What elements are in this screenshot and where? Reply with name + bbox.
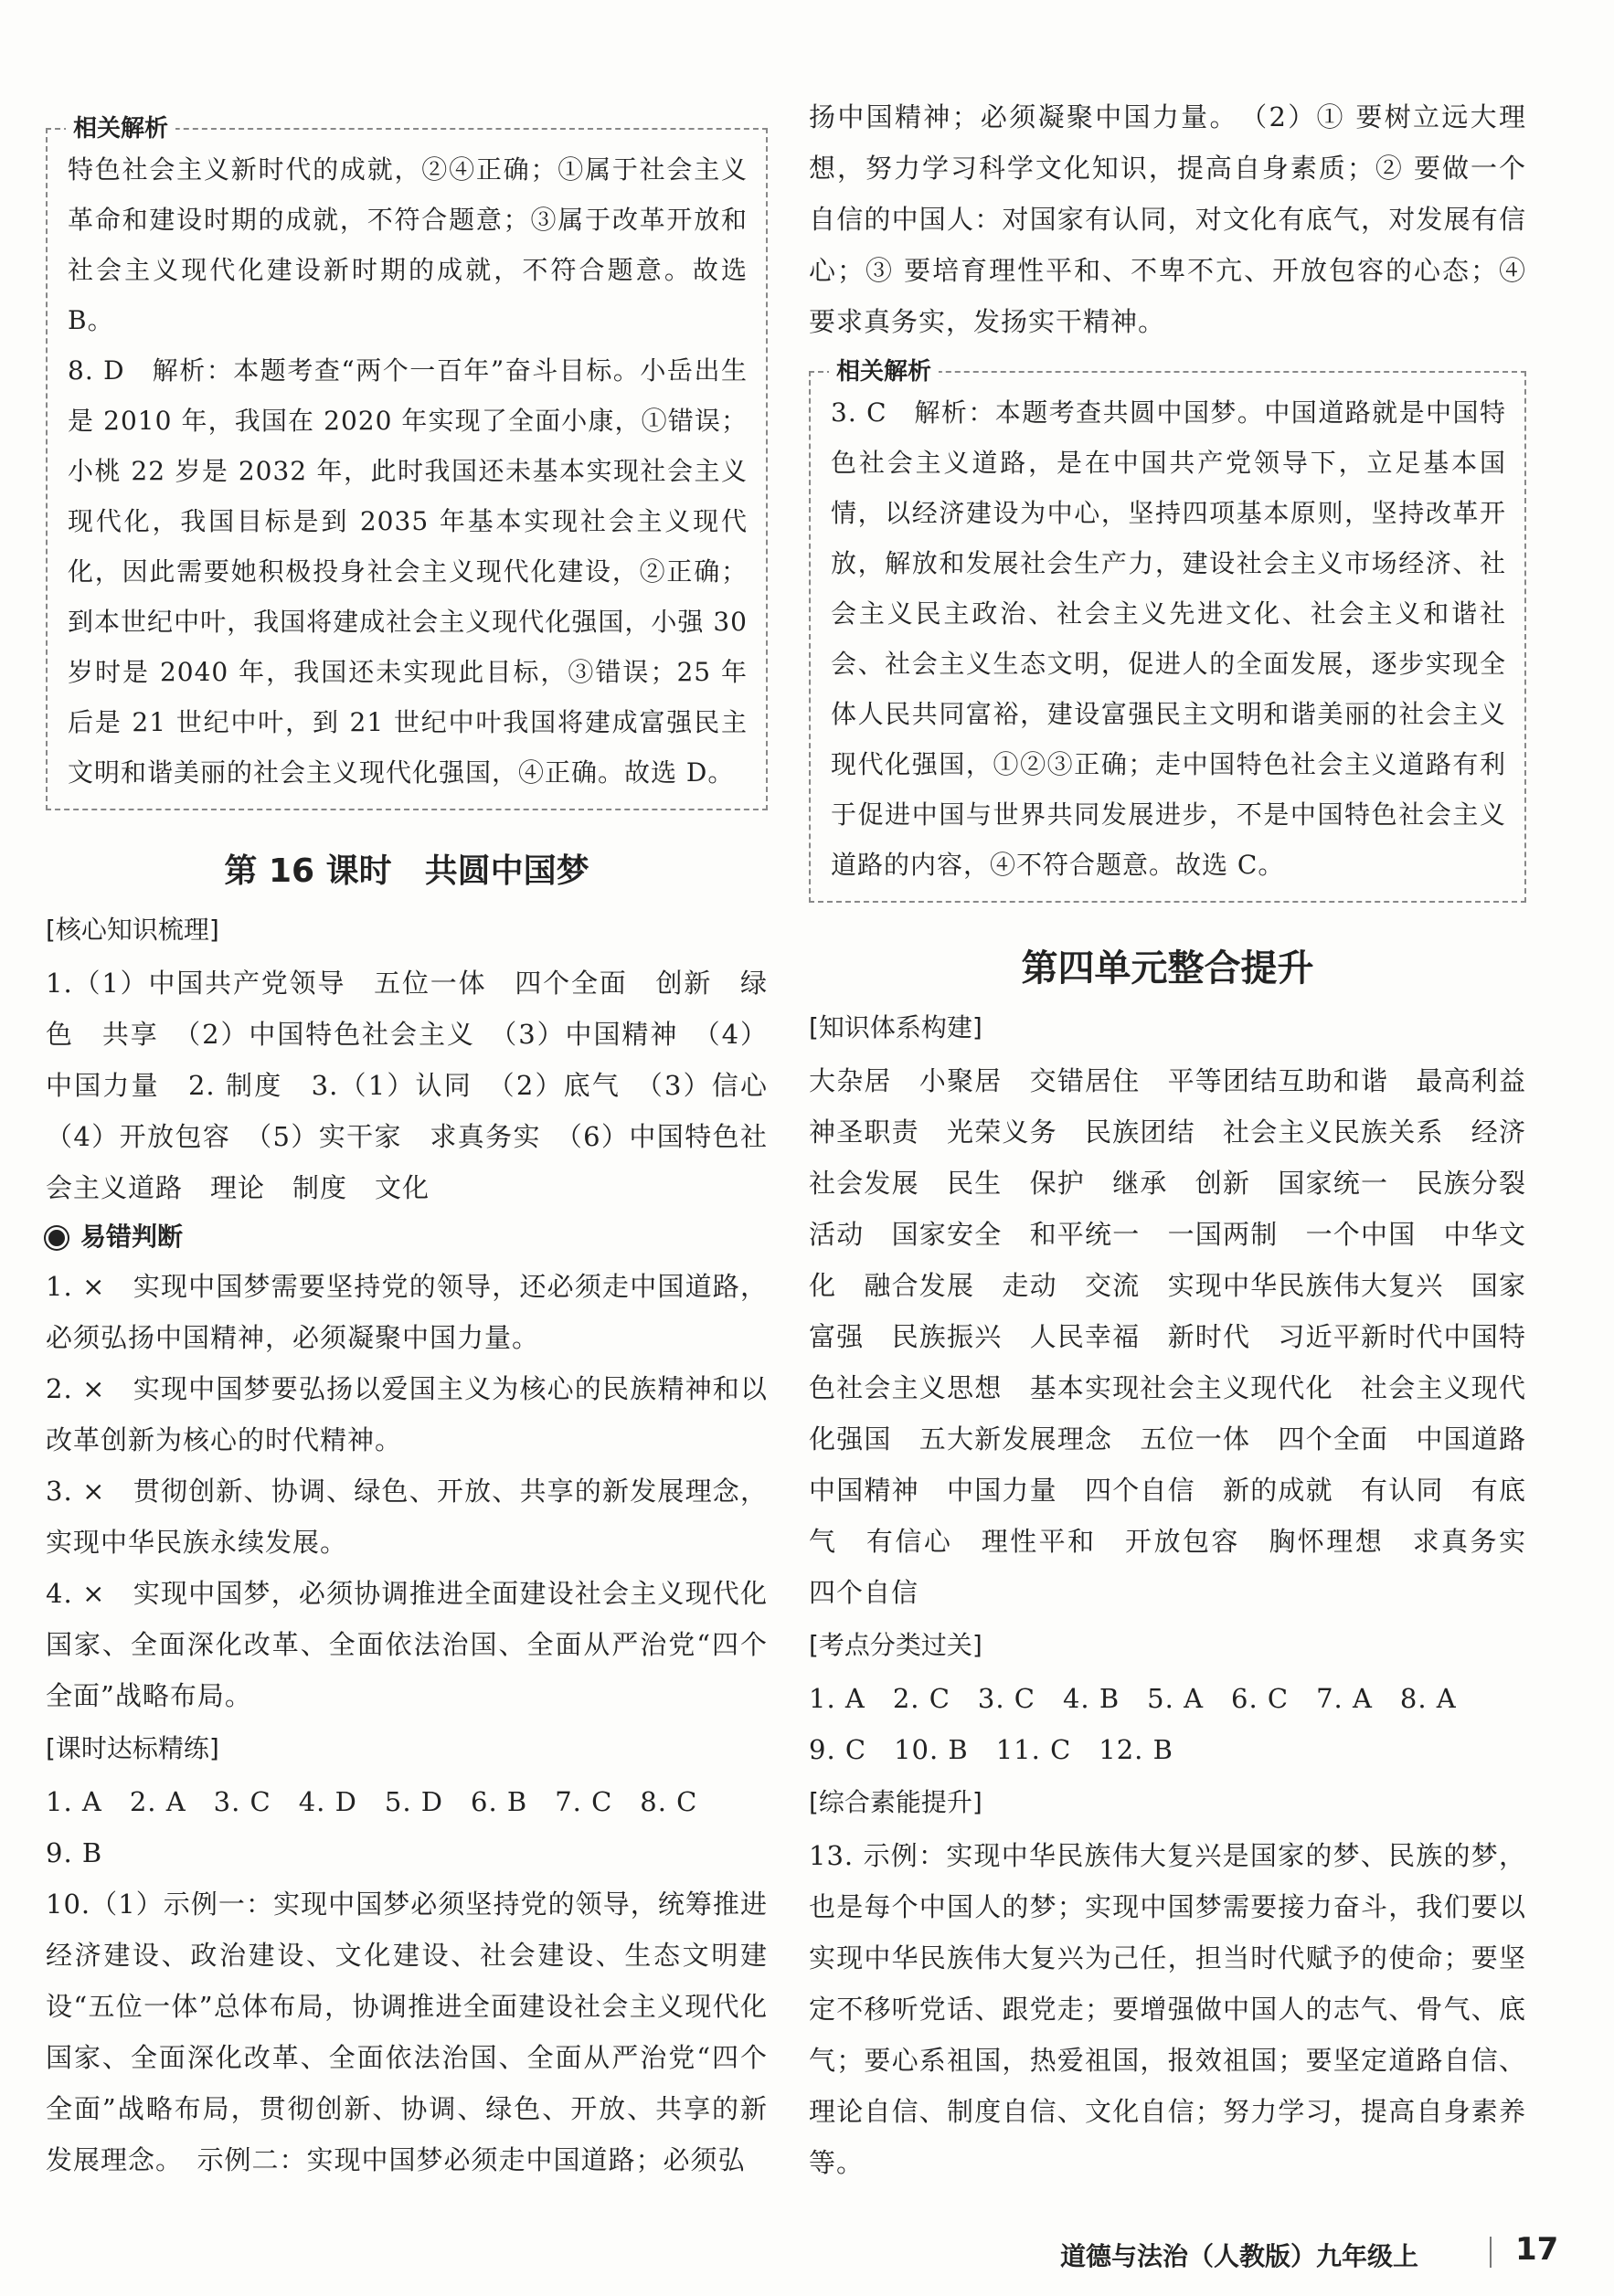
- mistake-item: 3. × 贯彻创新、协调、绿色、开放、共享的新发展理念，实现中华民族永续发展。: [46, 1476, 768, 1558]
- answers-line: 1. A 2. C 3. C 4. B 5. A 6. C 7. A 8. A: [809, 1683, 1457, 1714]
- analysis-paragraph: 8. D 解析：本题考查“两个一百年”奋斗目标。小岳出生是 2010 年，我国在 2020 年实现了全面小康，①错误；小桃 22 岁是 2032 年，此时我国还未基本实现社会主义现代化，我国目标是到 2035 年基本实现社会主义现代化，因此需要她积极投身社会主义现代化建设，②正确；到本世纪中叶，我国将建成社会主义现代化强国，小强 30 岁时是 2040 年，我国还未实现此目标，③错误；25 年后是 21 世纪中叶，到 21 世纪中叶我国将建成富强民主文明和谐美丽的社会主义现代化强国，④正确。故选 D。: [68, 355, 748, 788]
- section-heading-comprehensive: [综合素能提升]: [809, 1787, 982, 1817]
- section-heading-knowledge: [知识体系构建]: [809, 1012, 982, 1042]
- section-heading-practice: [课时达标精练]: [46, 1733, 219, 1763]
- bullet-icon: [46, 1227, 68, 1249]
- lesson-title: 第 16 课时 共圆中国梦: [224, 852, 589, 890]
- question-13-answer: 13. 示例：实现中华民族伟大复兴是国家的梦、民族的梦，也是每个中国人的梦；实现中国梦需要接力奋斗，我们要以实现中华民族伟大复兴为己任，担当时代赋予的使命；要坚定不移听党话、跟党走；要增强做中国人的志气、骨气、底气；要心系祖国，热爱祖国，报效祖国；要坚定道路自信、理论自信、制度自信、文化自信；努力学习，提高自身素养等。: [809, 1840, 1526, 2178]
- unit-title: 第四单元整合提升: [1021, 947, 1314, 989]
- footer-subject: 道德与法治（人教版）九年级上: [1060, 2241, 1419, 2271]
- core-knowledge-text: 1.（1）中国共产党领导 五位一体 四个全面 创新 绿色 共享 （2）中国特色社会主义 （3）中国精神 （4）中国力量 2. 制度 3.（1）认同 （2）底气 （3）信心 （4）开放包容 （5）实干家 求真务实 （6）中国特色社会主义道路 理论 制度 文化: [46, 968, 796, 1203]
- page-footer: [1060, 2229, 1572, 2275]
- analysis-paragraph: 3. C 解析：本题考查共圆中国梦。中国道路就是中国特色社会主义道路，是在中国共产党领导下，立足基本国情，以经济建设为中心，坚持四项基本原则，坚持改革开放，解放和发展社会生产力，建设社会主义市场经济、社会主义民主政治、社会主义先进文化、社会主义和谐社会、社会主义生态文明，促进人的全面发展，逐步实现全体人民共同富裕，建设富强民主文明和谐美丽的社会主义现代化强国，①②③正确；走中国特色社会主义道路有利于促进中国与世界共同发展进步，不是中国特色社会主义道路的内容，④不符合题意。故选 C。: [831, 397, 1506, 880]
- analysis-box-left: [46, 115, 768, 810]
- mistake-item: 4. × 实现中国梦，必须协调推进全面建设社会主义现代化国家、全面深化改革、全面依法治国、全面从严治党“四个全面”战略布局。: [46, 1578, 768, 1711]
- continued-answer: 扬中国精神；必须凝聚中国力量。 （2）① 要树立远大理想，努力学习科学文化知识，提高自身素质；② 要做一个自信的中国人：对国家有认同，对文化有底气，对发展有信心；③ 要培育理性平和、不卑不亢、开放包容的心态；④ 要求真务实，发扬实干精神。: [809, 101, 1526, 337]
- section-heading-test: [考点分类过关]: [809, 1630, 982, 1660]
- mistake-item: 1. × 实现中国梦需要坚持党的领导，还必须走中国道路，必须弘扬中国精神，必须凝聚中国力量。: [46, 1271, 768, 1353]
- answers-line: 9. B: [46, 1837, 103, 1868]
- question-10-answer: 10.（1）示例一：实现中国梦必须坚持党的领导，统筹推进经济建设、政治建设、文化建设、社会建设、生态文明建设“五位一体”总体布局，协调推进全面建设社会主义现代化国家、全面深化改革、全面依法治国、全面从严治党“四个全面”战略布局，贯彻创新、协调、绿色、开放、共享的新发展理念。 示例二：实现中国梦必须走中国道路；必须弘: [46, 1889, 768, 2175]
- mistake-item: 2. × 实现中国梦要弘扬以爱国主义为核心的民族精神和以改革创新为核心的时代精神。: [46, 1373, 768, 1455]
- analysis-label: 相关解析: [829, 353, 939, 386]
- mistake-heading: 易错判断: [46, 1213, 768, 1261]
- analysis-paragraph: 特色社会主义新时代的成就，②④正确；①属于社会主义革命和建设时期的成就，不符合题意；③属于改革开放和社会主义现代化建设新时期的成就，不符合题意。故选 B。: [68, 154, 748, 335]
- left-column: [46, 102, 796, 2185]
- section-heading-core: [核心知识梳理]: [46, 915, 219, 945]
- answers-line: 1. A 2. A 3. C 4. D 5. D 6. B 7. C 8. C: [46, 1786, 698, 1817]
- knowledge-system-text: 大杂居 小聚居 交错居住 平等团结互助和谐 最高利益 神圣职责 光荣义务 民族团结 社会主义民族关系 经济社会发展 民生 保护 继承 创新 国家统一 民族分裂活动 国家安全 和平统一 一国两制 一个中国 中华文化 融合发展 走动 交流 实现中华民族伟大复兴 国家富强 民族振兴 人民幸福 新时代 习近平新时代中国特色社会主义思想 基本实现社会主义现代化 社会主义现代化强国 五大新发展理念 五位一体 四个全面 中国道路 中国精神 中国力量 四个自信 新的成就 有认同 有底气 有信心 理性平和 开放包容 胸怀理想 求真务实 四个自信: [809, 1065, 1555, 1608]
- page-number: 17: [1515, 2231, 1559, 2268]
- analysis-box-right: [809, 358, 1526, 903]
- footer-divider: [1490, 2237, 1492, 2268]
- analysis-label: 相关解析: [66, 110, 175, 143]
- right-column: [809, 101, 1555, 2188]
- answers-line: 9. C 10. B 11. C 12. B: [809, 1734, 1173, 1765]
